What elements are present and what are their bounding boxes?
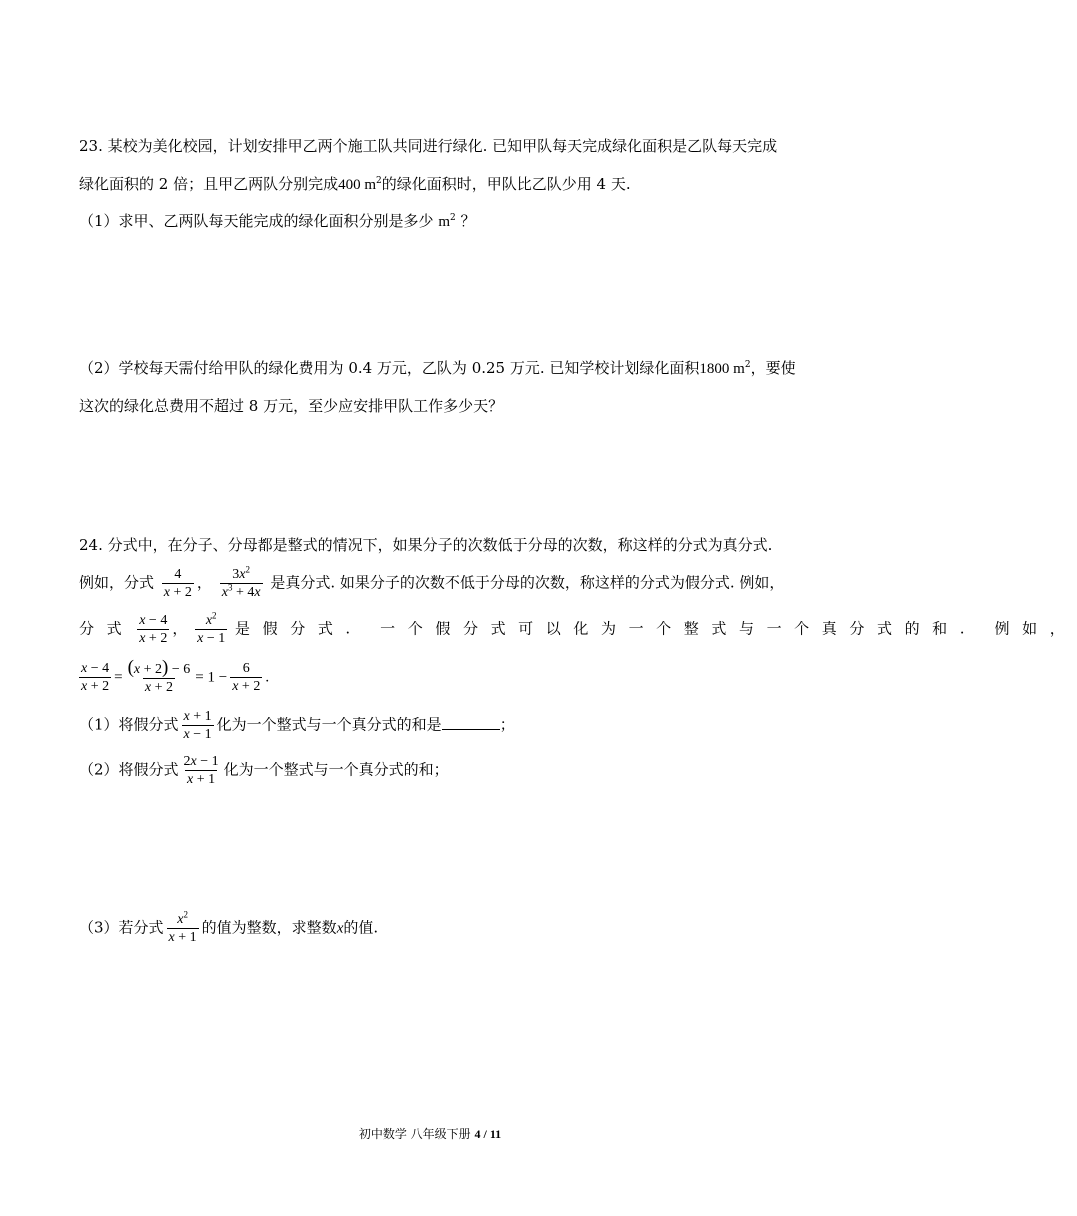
q23-line-2: 绿化面积的 2 倍；且甲乙两队分别完成400 $m^2$的绿化面积时，甲队比乙队少用 4 天. <box>79 175 631 193</box>
q23-part-2: （2）学校每天需付给甲队的绿化费用为 0.4 万元，乙队为 0.25 万元. 已知学校计划绿化面积1800 $m^2$，要使 <box>79 359 796 377</box>
fraction-4-over-x-plus-2: $\frac{4}{x + 2}$ <box>163 567 192 600</box>
q24-example-equation: $\frac{x - 4}{x + 2}$ = $\frac{(x + 2) - 6}{x + 2}$ = 1 − $\frac{6}{x + 2}$ . <box>81 657 270 695</box>
fraction-x-plus-2-minus-6-over-x-plus-2: $\frac{(x + 2) - 6}{x + 2}$ <box>127 657 191 695</box>
fraction-x2-over-x-plus-1: $\frac{x^2}{x + 1}$ <box>168 909 197 945</box>
q23-part-1: （1）求甲、乙两队每天能完成的绿化面积分别是多少 $m^2$ ？ <box>79 212 476 230</box>
page-number: 4 / 11 <box>474 1127 502 1141</box>
q23-part-2-line-2: 这次的绿化总费用不超过 8 万元，至少应安排甲队工作多少天？ <box>79 397 504 415</box>
fraction-x-minus-4-over-x-plus-2: $\frac{x - 4}{x + 2}$ <box>81 661 110 694</box>
area-400: 400 m <box>338 177 377 193</box>
fraction-x-minus-4-over-x-plus-2: $\frac{x - 4}{x + 2}$ <box>139 613 168 646</box>
fraction-x-plus-1-over-x-minus-1: $\frac{x + 1}{x - 1}$ <box>183 709 212 742</box>
fraction-6-over-x-plus-2: $\frac{6}{x + 2}$ <box>232 661 261 694</box>
fraction-x2-over-x-minus-1: $\frac{x^2}{x - 1}$ <box>197 610 226 646</box>
footer-text: 初中数学 八年级下册 <box>358 1127 471 1141</box>
fraction-2x-minus-1-over-x-plus-1: $\frac{2x - 1}{x + 1}$ <box>183 754 219 787</box>
q24-line-3: 分式 $\frac{x - 4}{x + 2}$ ， $\frac{x^2}{x - 1}$ 是假分式. 一个假分式可以化为一个整式与一个真分式的和. 例如， <box>79 610 1077 646</box>
answer-blank[interactable] <box>442 715 500 730</box>
q24-line-2: 例如，分式 $\frac{4}{x + 2}$ ， $\frac{3x^2}{x^3 + 4x}$ 是真分式. 如果分子的次数不低于分母的次数，称这样的分式为假分式. 例如， <box>79 564 785 600</box>
q24-line-1: 24. 分式中，在分子、分母都是整式的情况下，如果分子的次数低于分母的次数，称这样的分式为真分式. <box>79 536 773 554</box>
fraction-3x2-over-x3-plus-4x: $\frac{3x^2}{x^3 + 4x}$ <box>221 564 261 600</box>
q23-line-1: 23. 某校为美化校园，计划安排甲乙两个施工队共同进行绿化. 已知甲队每天完成绿化面积是乙队每天完成 <box>79 137 778 155</box>
area-1800: 1800 m <box>699 361 745 377</box>
q24-part-2: （2）将假分式 $\frac{2x - 1}{x + 1}$ 化为一个整式与一个真分式的和； <box>79 754 449 787</box>
page-footer <box>0 1125 860 1142</box>
q24-part-3: （3）若分式 $\frac{x^2}{x + 1}$ 的值为整数，求整数x的值. <box>79 909 379 945</box>
q24-part-1: （1）将假分式 $\frac{x + 1}{x - 1}$ 化为一个整式与一个真分式的和是 ； <box>79 709 515 742</box>
